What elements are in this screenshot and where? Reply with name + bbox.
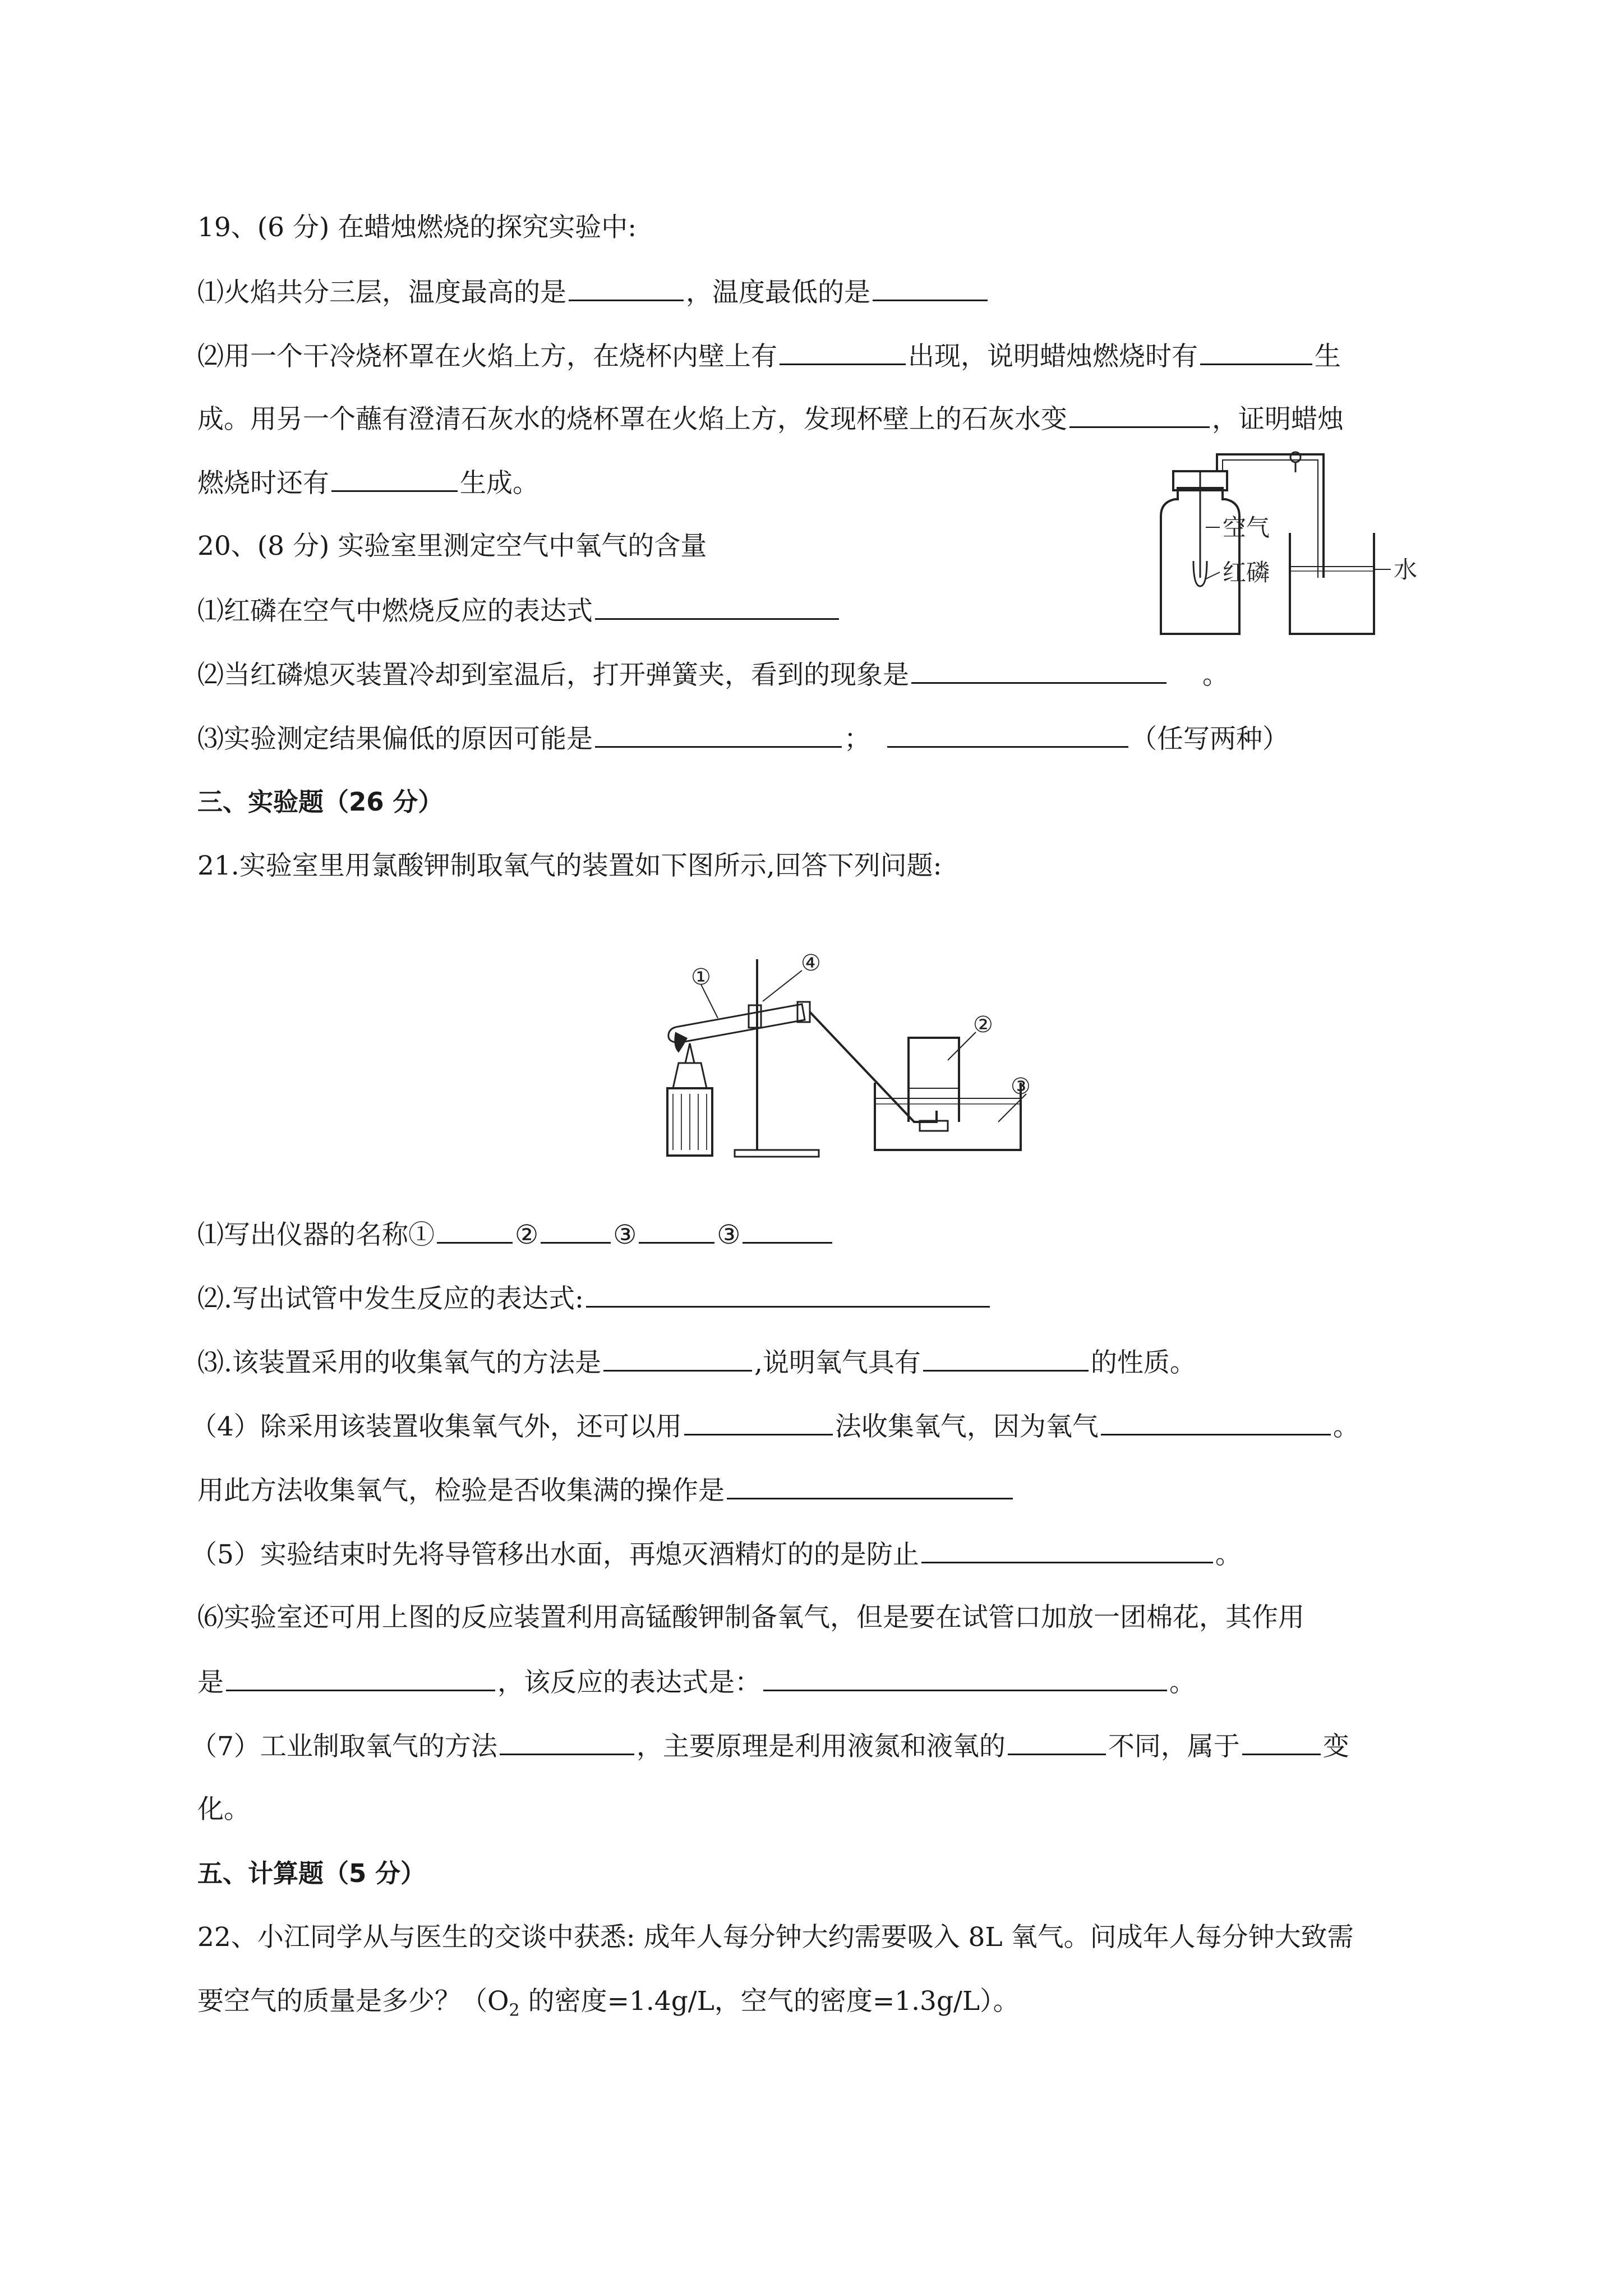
- marker-1: ①: [691, 964, 711, 990]
- answer-blank[interactable]: [684, 1409, 833, 1435]
- air-label: 空气: [1223, 514, 1270, 541]
- gas-collecting-bottle: [909, 1038, 959, 1122]
- answer-blank[interactable]: [780, 339, 906, 365]
- answer-blank[interactable]: [500, 1729, 634, 1755]
- answer-blank[interactable]: [437, 1217, 513, 1244]
- q21-title: 21.实验室里用氯酸钾制取氧气的装置如下图所示,回答下列问题:: [197, 850, 942, 881]
- answer-blank[interactable]: [541, 1217, 611, 1244]
- alcohol-lamp: [673, 1063, 707, 1088]
- water-label: 水: [1394, 556, 1418, 583]
- answer-blank[interactable]: [603, 1345, 752, 1372]
- answer-blank[interactable]: [743, 1217, 832, 1244]
- q21-part1: ⑴写出仪器的名称① ② ③ ③: [197, 1217, 834, 1252]
- answer-blank[interactable]: [921, 1537, 1213, 1563]
- clamp: [749, 1005, 761, 1028]
- q20-part3: ⑶实验测定结果偏低的原因可能是 ； （任写两种）: [197, 721, 1289, 756]
- oxygen-content-apparatus-diagram: [1144, 449, 1458, 639]
- answer-blank[interactable]: [569, 275, 684, 301]
- q19-part2-end: 燃烧时还有 生成。: [197, 466, 539, 500]
- q21-part7-end: 化。: [197, 1794, 250, 1825]
- answer-blank[interactable]: [873, 275, 988, 301]
- q21-part4-cont: 用此方法收集氧气，检验是否收集满的操作是: [197, 1473, 1015, 1508]
- stand-base: [735, 1150, 819, 1157]
- answer-blank[interactable]: [911, 657, 1166, 684]
- answer-blank[interactable]: [639, 1217, 714, 1244]
- lamp-flame: [685, 1043, 694, 1063]
- test-tube: [668, 1004, 805, 1042]
- answer-blank[interactable]: [331, 466, 458, 492]
- answer-blank[interactable]: [923, 1345, 1089, 1372]
- answer-blank[interactable]: [595, 721, 842, 748]
- answer-blank[interactable]: [586, 1281, 990, 1308]
- answer-blank[interactable]: [1069, 402, 1210, 428]
- answer-blank[interactable]: [226, 1665, 495, 1691]
- q19-part2: ⑵用一个干冷烧杯罩在火焰上方，在烧杯内壁上有 出现，说明蜡烛燃烧时有 生: [197, 339, 1341, 374]
- marker-4: ④: [801, 954, 821, 976]
- marker-3: ③: [1011, 1074, 1031, 1099]
- q19-part1: ⑴火焰共分三层，温度最高的是 ，温度最低的是: [197, 275, 990, 310]
- delivery-tube: [810, 1012, 937, 1122]
- q20-part1: ⑴红磷在空气中燃烧反应的表达式: [197, 593, 841, 628]
- answer-blank[interactable]: [727, 1473, 1013, 1499]
- q21-part6: ⑹实验室还可用上图的反应装置利用高锰酸钾制备氧气，但是要在试管口加放一团棉花，其作用: [197, 1602, 1304, 1633]
- section-heading-experiment: 三、实验题（26 分）: [197, 787, 444, 817]
- q20-part2: ⑵当红磷熄灭装置冷却到室温后，打开弹簧夹，看到的现象是 。: [197, 657, 1229, 692]
- q21-part6-cont: 是 ，该反应的表达式是： 。: [197, 1665, 1196, 1700]
- answer-blank[interactable]: [887, 721, 1128, 748]
- q19-title: 19、(6 分) 在蜡烛燃烧的探究实验中:: [197, 212, 637, 243]
- answer-blank[interactable]: [763, 1665, 1167, 1691]
- beaker: [1290, 533, 1374, 634]
- marker-2: ②: [973, 1012, 993, 1038]
- q21-part3: ⑶.该装置采用的收集氧气的方法是 ,说明氧气具有 的性质。: [197, 1345, 1196, 1380]
- q22-line1: 22、小江同学从与医生的交谈中获悉: 成年人每分钟大约需要吸入 8L 氧气。问成年人每分钟大致需: [197, 1922, 1354, 1953]
- section-heading-calculation: 五、计算题（5 分）: [197, 1858, 426, 1888]
- answer-blank[interactable]: [1200, 339, 1312, 365]
- answer-blank[interactable]: [595, 593, 839, 620]
- answer-blank[interactable]: [1101, 1409, 1331, 1435]
- potassium-chlorate-apparatus-diagram: [634, 954, 1038, 1161]
- q21-part4: （4）除采用该装置收集氧气外，还可以用 法收集氧气，因为氧气 。: [191, 1409, 1359, 1444]
- reactant: [675, 1032, 687, 1052]
- answer-blank[interactable]: [1008, 1729, 1106, 1755]
- q20-title: 20、(8 分) 实验室里测定空气中氧气的含量: [197, 531, 707, 562]
- q21-part5: （5）实验结束时先将导管移出水面，再熄灭酒精灯的的是防止 。: [191, 1537, 1242, 1572]
- phosphorus-label: 红磷: [1223, 559, 1270, 586]
- q19-part2-cont: 成。用另一个蘸有澄清石灰水的烧杯罩在火焰上方，发现杯壁上的石灰水变 ，证明蜡烛: [197, 402, 1344, 436]
- q21-part7: （7）工业制取氧气的方法 ，主要原理是利用液氮和液氧的 不同，属于 变: [191, 1729, 1349, 1764]
- phosphorus-pointer: [1206, 572, 1220, 579]
- water-trough: [875, 1083, 1021, 1150]
- answer-blank[interactable]: [1242, 1729, 1321, 1755]
- q21-part2: ⑵.写出试管中发生反应的表达式:: [197, 1281, 992, 1316]
- q22-line2: 要空气的质量是多少？（$O_2$ 的密度=1.4g/L，空气的密度=1.3g/L）。: [197, 1986, 1020, 2021]
